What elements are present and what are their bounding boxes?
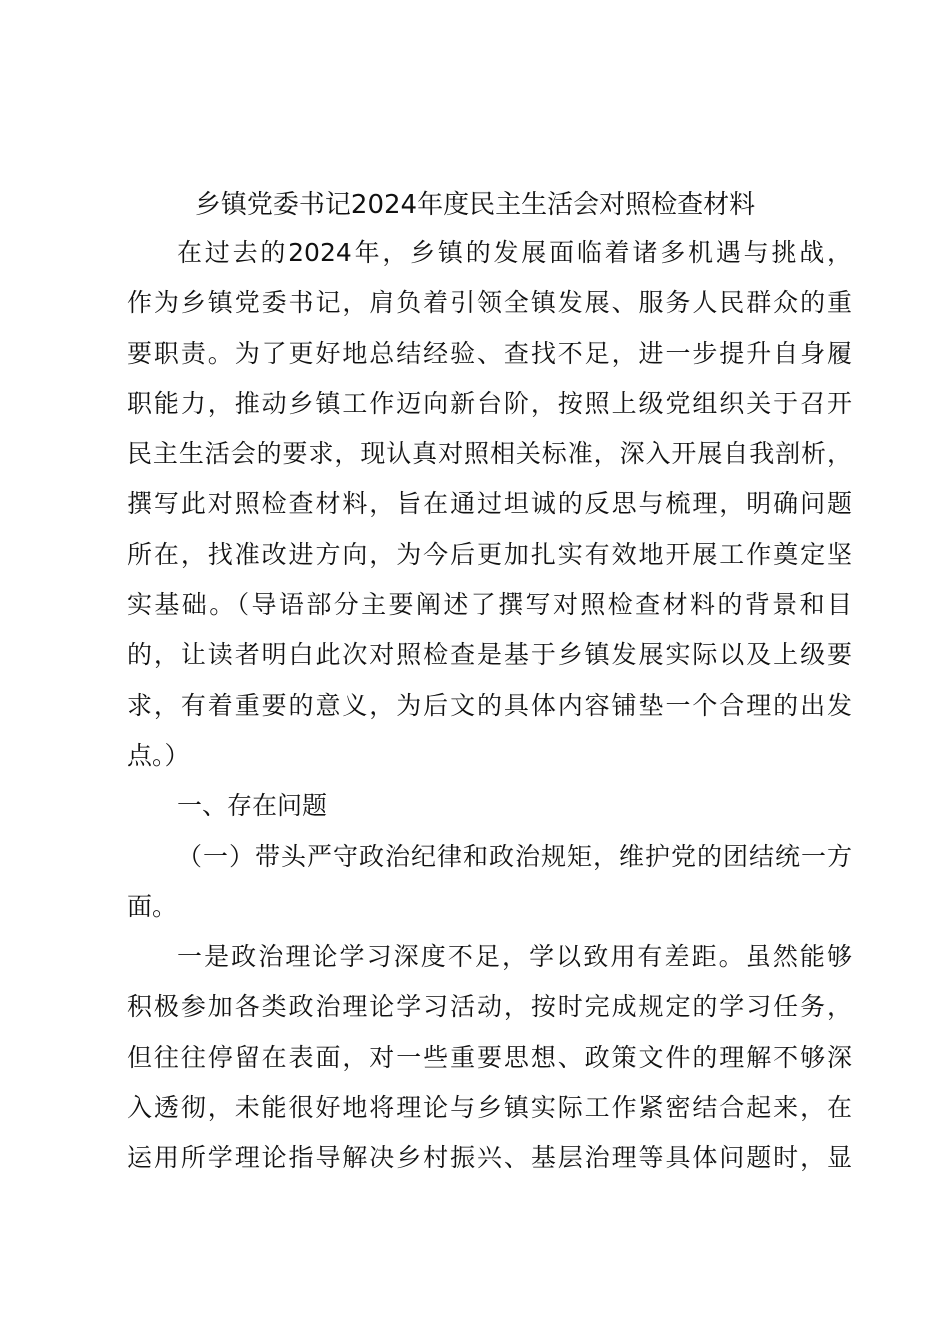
text-line: 职能力，推动乡镇工作迈向新台阶，按照上级党组织关于召开	[127, 388, 852, 418]
text-line: 实基础。（导语部分主要阐述了撰写对照检查材料的背景和目	[127, 590, 852, 620]
text-line: 运用所学理论指导解决乡村振兴、基层治理等具体问题时，显	[127, 1143, 852, 1173]
text-line: 一、存在问题	[177, 791, 328, 821]
text-line: 作为乡镇党委书记，肩负着引领全镇发展、服务人民群众的重	[127, 288, 852, 318]
text-line: 点。）	[127, 740, 190, 770]
text-line: 的，让读者明白此次对照检查是基于乡镇发展实际以及上级要	[127, 640, 852, 670]
text-line: 要职责。为了更好地总结经验、查找不足，进一步提升自身履	[127, 338, 852, 368]
text-line: 求，有着重要的意义，为后文的具体内容铺垫一个合理的出发	[127, 690, 852, 720]
text-line: 一是政治理论学习深度不足，学以致用有差距。虽然能够	[177, 942, 852, 972]
text-line: （一）带头严守政治纪律和政治规矩，维护党的团结统一方	[177, 841, 852, 871]
text-line: 面。	[127, 891, 178, 921]
text-line: 所在，找准改进方向，为今后更加扎实有效地开展工作奠定坚	[127, 539, 852, 569]
text-line: 入透彻，未能很好地将理论与乡镇实际工作紧密结合起来，在	[127, 1093, 852, 1123]
text-line: 民主生活会的要求，现认真对照相关标准，深入开展自我剖析，	[127, 439, 852, 469]
text-line: 积极参加各类政治理论学习活动，按时完成规定的学习任务，	[127, 992, 852, 1022]
text-line: 在过去的2024年，乡镇的发展面临着诸多机遇与挑战，	[177, 238, 852, 267]
document-title: 乡镇党委书记2024年度民主生活会对照检查材料	[194, 190, 756, 220]
text-line: 但往往停留在表面，对一些重要思想、政策文件的理解不够深	[127, 1042, 852, 1072]
text-line: 撰写此对照检查材料，旨在通过坦诚的反思与梳理，明确问题	[127, 489, 852, 519]
document-body	[127, 228, 852, 1184]
